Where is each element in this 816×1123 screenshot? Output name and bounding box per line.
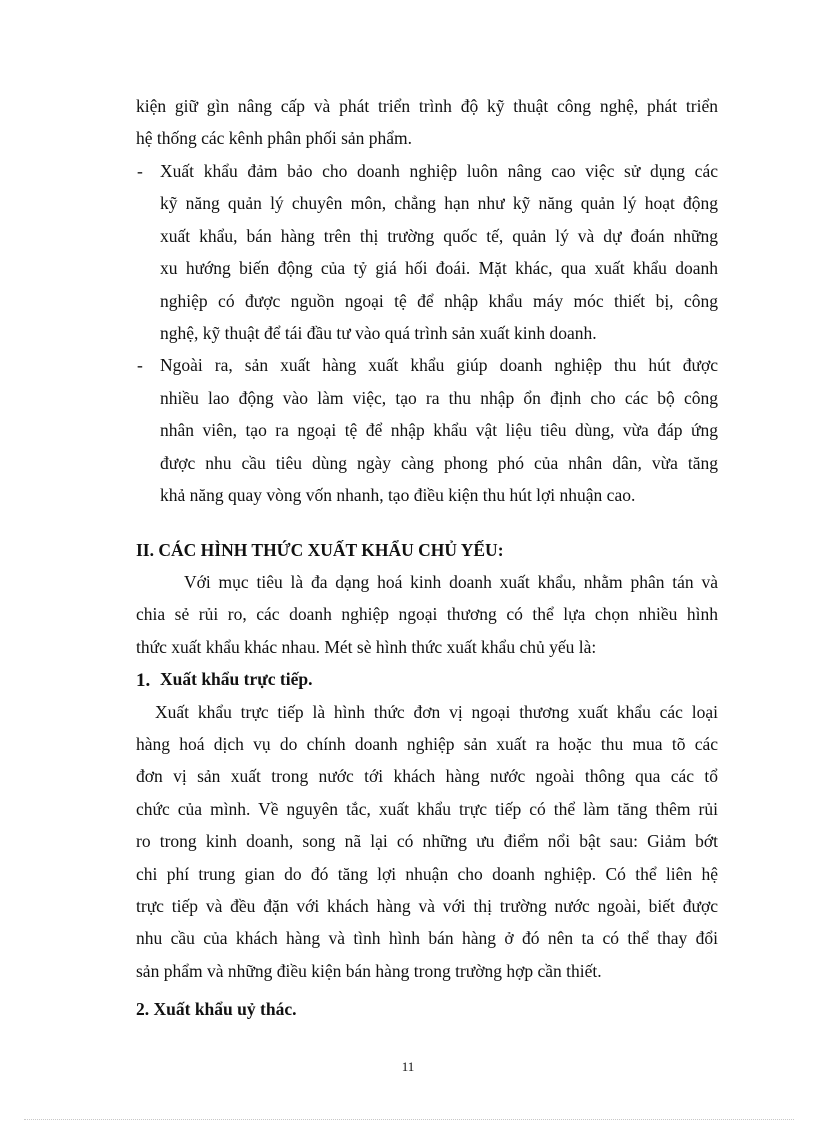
bullet-marker: - [137, 355, 143, 375]
paragraph-line: sản phẩm và những điều kiện bán hàng trong trường hợp cần thiết. [136, 961, 602, 981]
paragraph-line: Xuất khẩu trực tiếp là hình thức đơn vị ngoại thương xuất khẩu các loại [155, 702, 718, 722]
paragraph-line: trực tiếp và đều đặn với khách hàng và với thị trường nước ngoài, biết được [136, 896, 718, 916]
bullet-line: Ngoài ra, sản xuất hàng xuất khẩu giúp doanh nghiệp thu hút được [160, 355, 718, 375]
bullet-line: nghiệp có được nguồn ngoại tệ để nhập khẩu máy móc thiết bị, công [160, 291, 718, 311]
bullet-line: xuất khẩu, bán hàng trên thị trường quốc tế, quản lý và dự đoán những [160, 226, 718, 246]
bullet-line: nhân viên, tạo ra ngoại tệ để nhập khẩu vật liệu tiêu dùng, vừa đáp ứng [160, 420, 718, 440]
subheading-title: Xuất khẩu trực tiếp. [160, 669, 313, 689]
subheading-number: 1. [136, 670, 151, 691]
paragraph-line: nhu cầu của khách hàng và tình hình bán hàng ở đó nên ta có thể thay đổi [136, 928, 718, 948]
paragraph-line: chi phí trung gian do đó tăng lợi nhuận cho doanh nghiệp. Có thể liên hệ [136, 864, 718, 884]
bullet-line: kỹ năng quản lý chuyên môn, chẳng hạn như kỹ năng quản lý hoạt động [160, 193, 718, 213]
paragraph-line: chức của mình. Về nguyên tắc, xuất khẩu trực tiếp có thể làm tăng thêm rủi [136, 799, 718, 819]
page-border-dotted [24, 1119, 794, 1120]
bullet-line: được nhu cầu tiêu dùng ngày càng phong phó của nhân dân, vừa tăng [160, 453, 718, 473]
bullet-line: xu hướng biến động của tỷ giá hối đoái. Mặt khác, qua xuất khẩu doanh [160, 258, 718, 278]
paragraph-line: kiện giữ gìn nâng cấp và phát triển trình độ kỹ thuật công nghệ, phát triển [136, 96, 718, 116]
paragraph-line: đơn vị sản xuất trong nước tới khách hàng nước ngoài thông qua các tổ [136, 766, 718, 786]
paragraph-line: chia sẻ rủi ro, các doanh nghiệp ngoại thương có thể lựa chọn nhiều hình [136, 604, 718, 624]
bullet-marker: - [137, 161, 143, 181]
paragraph-line: hệ thống các kênh phân phối sản phẩm. [136, 128, 413, 148]
paragraph-line: ro trong kinh doanh, song nã lại có những ưu điểm nổi bật sau: Giảm bớt [136, 831, 718, 851]
subheading-title: 2. Xuất khẩu uỷ thác. [136, 999, 297, 1019]
paragraph-line: thức xuất khẩu khác nhau. Mét sè hình thức xuất khẩu chủ yếu là: [136, 637, 597, 657]
paragraph-line: hàng hoá dịch vụ do chính doanh nghiệp sản xuất ra hoặc thu mua tõ các [136, 734, 718, 754]
bullet-line: nhiều lao động vào làm việc, tạo ra thu nhập ổn định cho các bộ công [160, 388, 718, 408]
bullet-line: Xuất khẩu đảm bảo cho doanh nghiệp luôn nâng cao việc sử dụng các [160, 161, 718, 181]
page-number: 11 [401, 1059, 415, 1074]
bullet-line: nghệ, kỹ thuật để tái đầu tư vào quá trình sản xuất kinh doanh. [160, 323, 597, 343]
section-heading: II. CÁC HÌNH THỨC XUẤT KHẨU CHỦ YẾU: [136, 540, 504, 560]
bullet-line: khả năng quay vòng vốn nhanh, tạo điều kiện thu hút lợi nhuận cao. [160, 485, 636, 505]
paragraph-line: Với mục tiêu là đa dạng hoá kinh doanh xuất khẩu, nhằm phân tán và [184, 572, 718, 592]
